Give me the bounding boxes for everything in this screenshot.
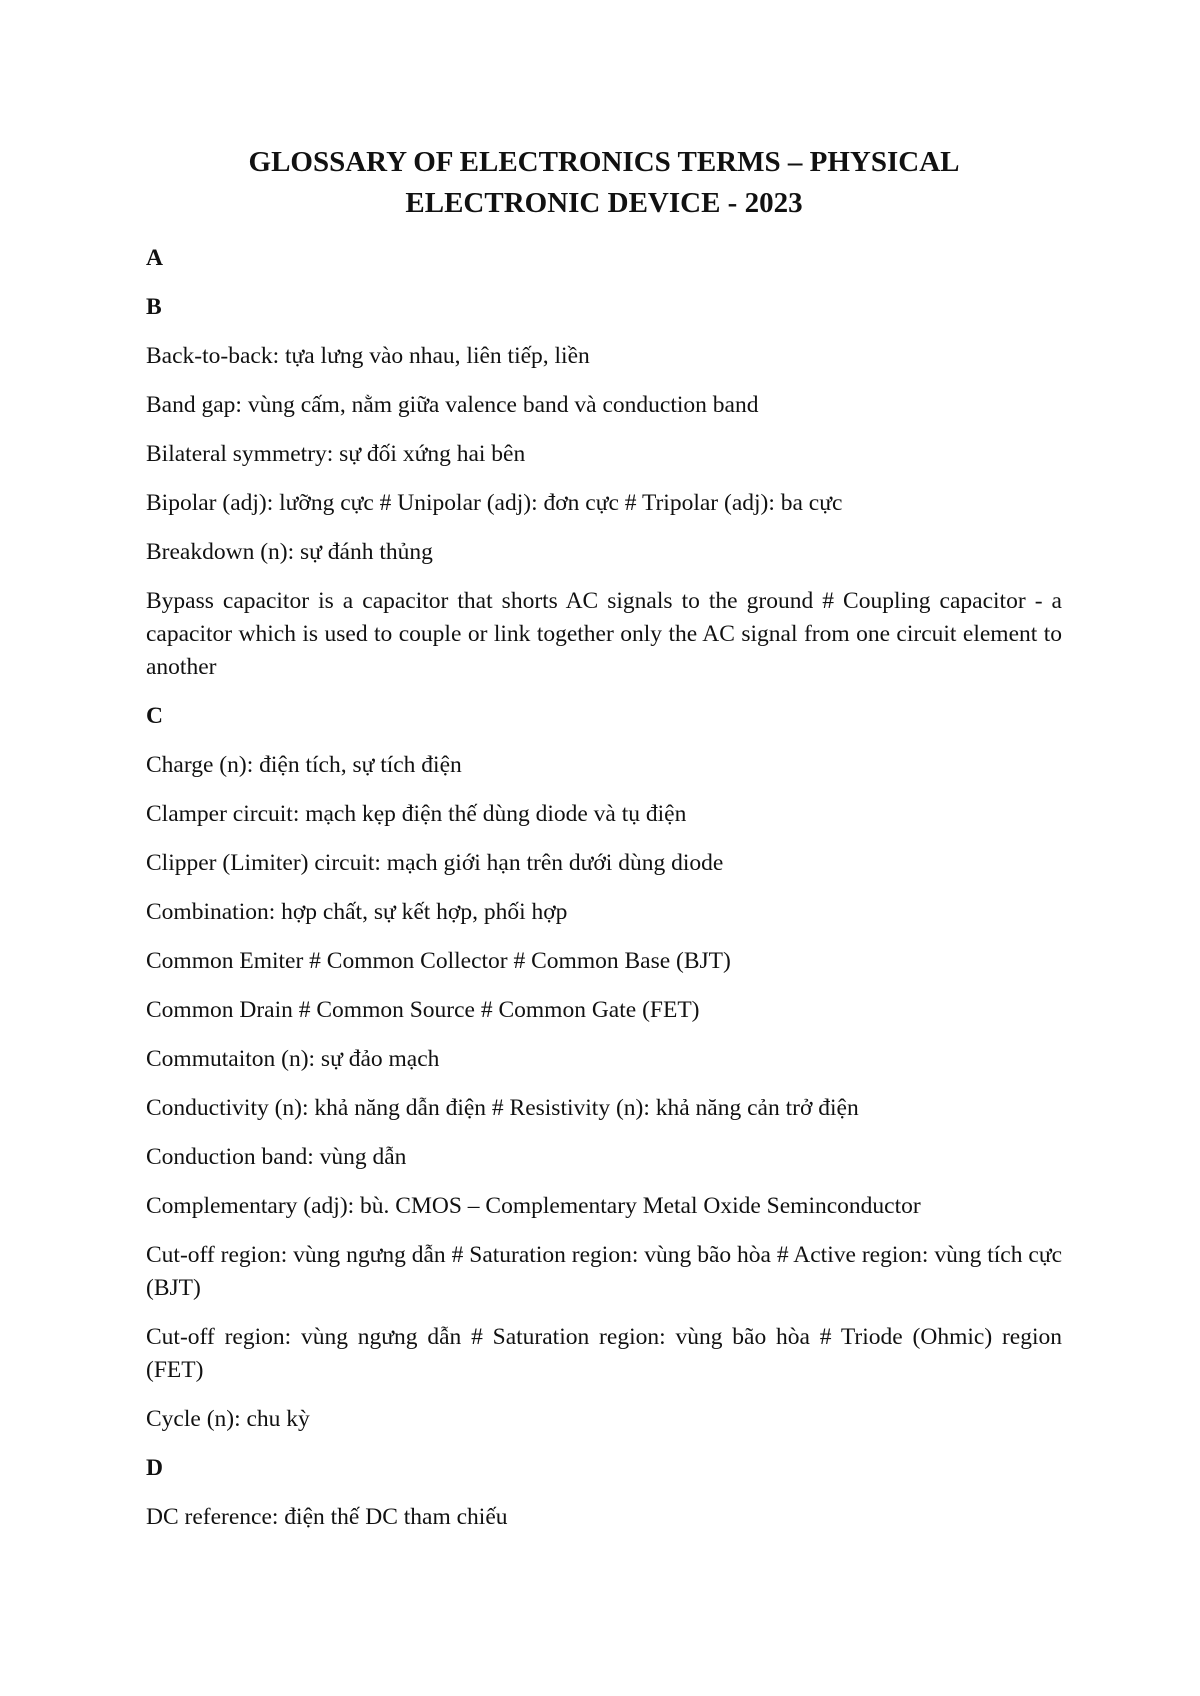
glossary-entry: Charge (n): điện tích, sự tích điện — [146, 752, 462, 778]
glossary-entry: Bilateral symmetry: sự đối xứng hai bên — [146, 441, 526, 467]
section-letter-b: B — [146, 294, 162, 320]
title-line-1: GLOSSARY OF ELECTRONICS TERMS – PHYSICAL — [248, 146, 960, 178]
section-letter-d: D — [146, 1455, 163, 1481]
glossary-entry: Bipolar (adj): lưỡng cực # Unipolar (adj): đơn cực # Tripolar (adj): ba cực — [146, 490, 843, 516]
glossary-entry: Clipper (Limiter) circuit: mạch giới hạn trên dưới dùng diode — [146, 850, 724, 876]
section-letter-c: C — [146, 703, 163, 729]
glossary-entry: Common Drain # Common Source # Common Gate (FET) — [146, 997, 700, 1023]
glossary-entry: Cut-off region: vùng ngưng dẫn # Saturation region: vùng bão hòa # Active region: vùng tích cực (BJT) — [146, 1242, 1062, 1301]
glossary-entry: Band gap: vùng cấm, nằm giữa valence band và conduction band — [146, 392, 759, 418]
document-title — [146, 142, 1062, 224]
glossary-entry: Bypass capacitor is a capacitor that shorts AC signals to the ground # Coupling capacitor - a capacitor which is used to couple or link together only the AC signal from one circuit element to another — [146, 588, 1062, 680]
glossary-entry: Breakdown (n): sự đánh thủng — [146, 539, 433, 565]
glossary-body — [146, 242, 1062, 1550]
glossary-entry: Conductivity (n): khả năng dẫn điện # Resistivity (n): khả năng cản trở điện — [146, 1095, 859, 1121]
glossary-entry: Complementary (adj): bù. CMOS – Complementary Metal Oxide Seminconductor — [146, 1193, 921, 1219]
glossary-entry: Common Emiter # Common Collector # Common Base (BJT) — [146, 948, 731, 974]
glossary-entry: Conduction band: vùng dẫn — [146, 1144, 407, 1170]
glossary-entry: Clamper circuit: mạch kẹp điện thế dùng diode và tụ điện — [146, 801, 687, 827]
glossary-entry: Commutaiton (n): sự đảo mạch — [146, 1046, 440, 1072]
title-line-2: ELECTRONIC DEVICE - 2023 — [405, 187, 803, 219]
glossary-entry: Cut-off region: vùng ngưng dẫn # Saturation region: vùng bão hòa # Triode (Ohmic) region (FET) — [146, 1324, 1062, 1383]
section-letter-a: A — [146, 245, 163, 271]
glossary-entry: Combination: hợp chất, sự kết hợp, phối hợp — [146, 899, 568, 925]
glossary-entry: Cycle (n): chu kỳ — [146, 1406, 310, 1432]
glossary-entry: Back-to-back: tựa lưng vào nhau, liên tiếp, liền — [146, 343, 590, 369]
glossary-entry: DC reference: điện thế DC tham chiếu — [146, 1504, 508, 1530]
